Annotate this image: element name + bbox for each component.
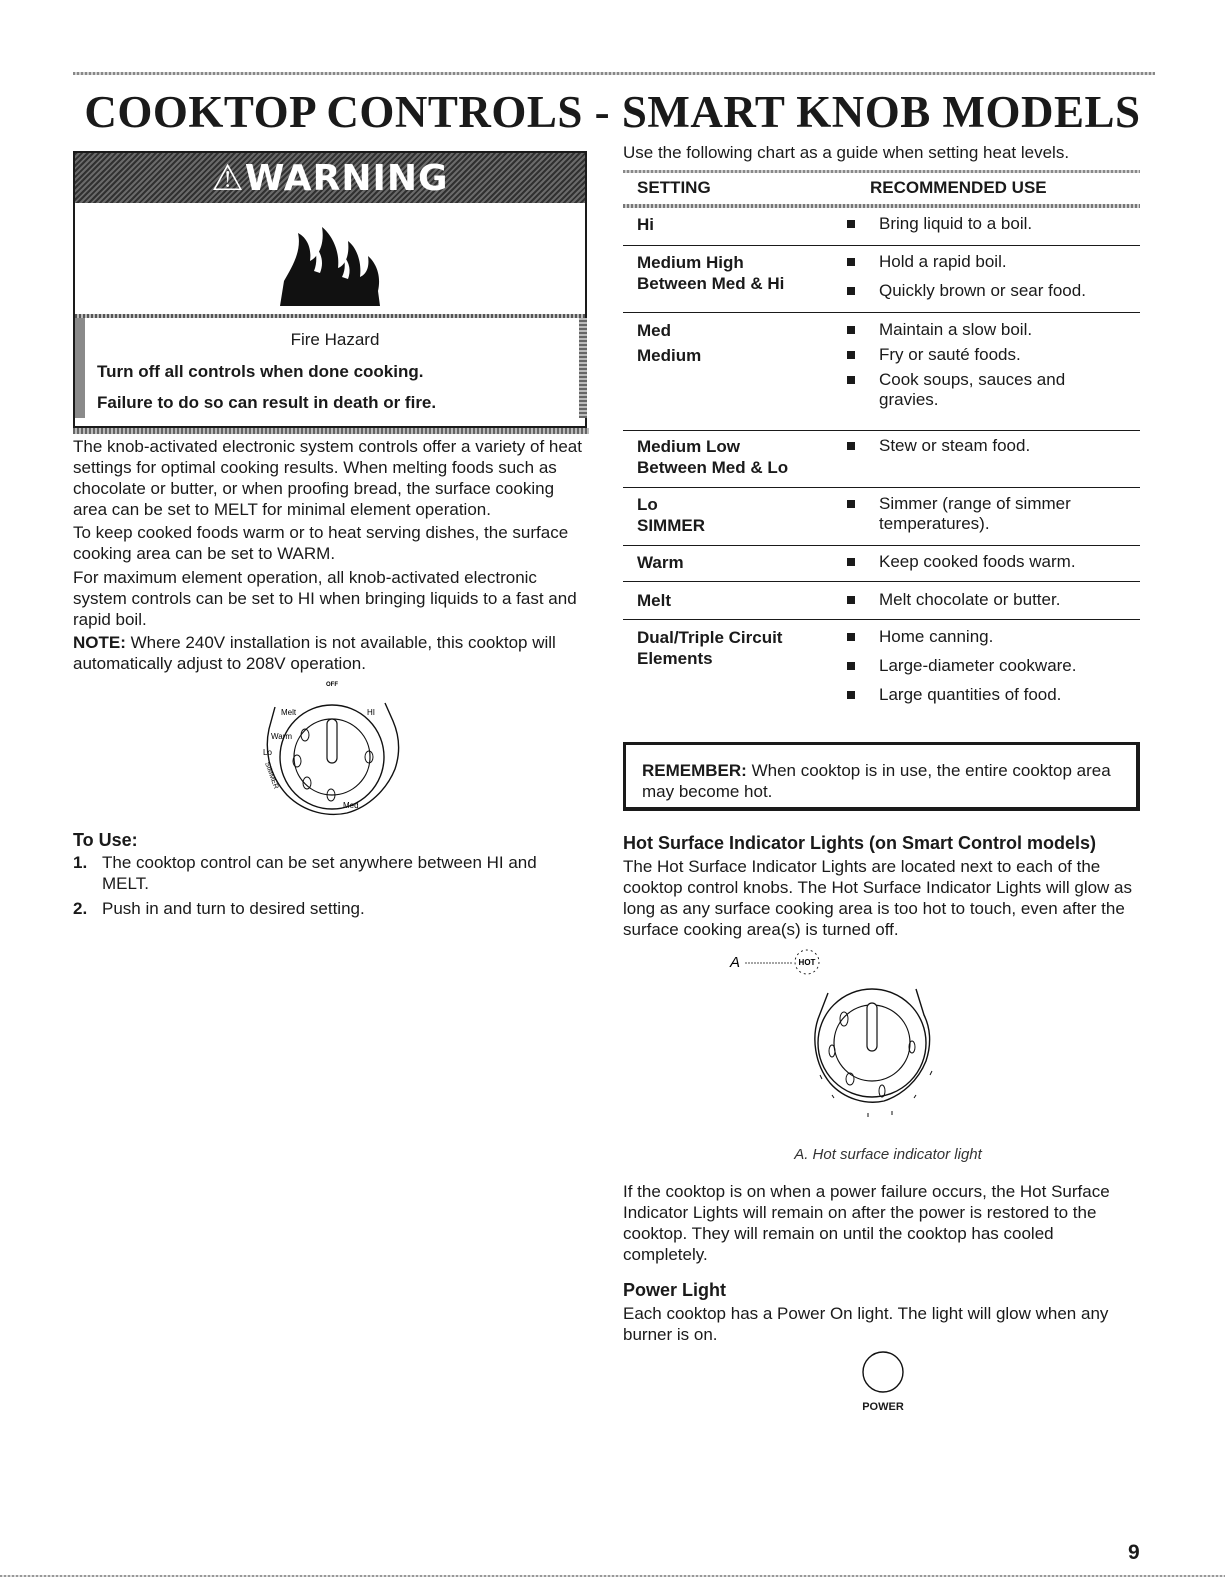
- warning-line-2: Failure to do so can result in death or fire.: [97, 393, 437, 412]
- use-item: Simmer (range of simmer temperatures).: [843, 494, 1099, 534]
- bullet-icon: [847, 326, 855, 334]
- use-item: Large-diameter cookware.: [843, 656, 1140, 676]
- chart-header-use: RECOMMENDED USE: [870, 178, 1047, 197]
- use-item: Cook soups, sauces and gravies.: [843, 370, 1089, 410]
- use-item: Keep cooked foods warm.: [843, 552, 1140, 572]
- hot-surface-text: The Hot Surface Indicator Lights are located next to each of the cooktop control knobs. The Hot Surface Indicator Lights will glow as long as any surface cooking area is too hot to touch, even after the surface cooking area(s) is turned off.: [623, 857, 1133, 939]
- warning-bottom-shade: [73, 428, 589, 434]
- hot-surface-diagram: [720, 945, 980, 1135]
- step-2-text: Push in and turn to desired setting.: [102, 899, 365, 918]
- use-item: Quickly brown or sear food.: [843, 281, 1140, 301]
- bullet-icon: [847, 662, 855, 670]
- bullet-icon: [847, 287, 855, 295]
- fire-hazard-panel: [75, 203, 585, 315]
- use-cell: [843, 214, 1140, 234]
- paragraph-warm: To keep cooked foods warm or to heat serving dishes, the surface cooking area can be set to WARM.: [73, 523, 569, 563]
- use-item: Melt chocolate or butter.: [843, 590, 1140, 610]
- table-row: [623, 627, 1140, 711]
- bullet-icon: [847, 376, 855, 384]
- warning-line-1: Turn off all controls when done cooking.: [97, 362, 424, 381]
- power-light-heading: Power Light: [623, 1280, 726, 1300]
- bullet-icon: [847, 691, 855, 699]
- use-item: Fry or sauté foods.: [843, 345, 1140, 365]
- bottom-rule: [0, 1575, 1225, 1577]
- step-1: [73, 852, 573, 896]
- setting-cell: Hi: [637, 215, 654, 234]
- setting-cell: Med Medium: [637, 321, 702, 365]
- use-item: Hold a rapid boil.: [843, 252, 1140, 272]
- warning-header: [75, 153, 585, 203]
- knob-label-melt: Melt: [281, 708, 297, 717]
- setting-cell: Melt: [637, 591, 671, 610]
- knob-label-hi: HI: [367, 708, 375, 717]
- use-cell: [843, 252, 1140, 301]
- setting-cell: Medium Low Between Med & Lo: [637, 437, 789, 477]
- setting-cell: Lo SIMMER: [637, 495, 705, 535]
- chart-top-rule: [623, 170, 1140, 173]
- table-row: [623, 590, 1140, 620]
- use-item: Maintain a slow boil.: [843, 320, 1140, 340]
- to-use-heading: To Use:: [73, 830, 138, 850]
- use-item: Large quantities of food.: [843, 685, 1140, 705]
- knob-label-off: OFF: [326, 682, 338, 688]
- remember-box: [623, 742, 1140, 811]
- hot-label: HOT: [798, 958, 816, 967]
- warning-right-shade: [579, 318, 587, 418]
- power-light-text: Each cooktop has a Power On light. The light will glow when any burner is on.: [623, 1304, 1109, 1344]
- top-rule: [73, 72, 1155, 75]
- use-cell: [843, 627, 1140, 705]
- bullet-icon: [847, 351, 855, 359]
- table-row: [623, 494, 1140, 546]
- warning-header-label: ⚠WARNING: [211, 158, 449, 199]
- table-row: [623, 436, 1140, 488]
- bullet-icon: [847, 596, 855, 604]
- remember-label: REMEMBER:: [642, 761, 747, 780]
- paragraph-hi: For maximum element operation, all knob-activated electronic system controls can be set to HI when bringing liquids to a fast and rapid boil.: [73, 568, 577, 629]
- power-label: POWER: [862, 1401, 904, 1413]
- paragraph-knob-activated: The knob-activated electronic system controls offer a variety of heat settings for optimal cooking results. When melting foods such as chocolate or butter, or when proofing bread, the surface cooking area can be set to MELT for minimal element operation.: [73, 437, 582, 519]
- bullet-icon: [847, 558, 855, 566]
- table-row: [623, 252, 1140, 313]
- power-light-icon: [858, 1348, 908, 1398]
- bullet-icon: [847, 258, 855, 266]
- use-cell: [843, 590, 1140, 610]
- knob-label-warm: Warm: [271, 732, 293, 741]
- use-cell: [843, 436, 1140, 456]
- callout-letter: A: [730, 954, 741, 971]
- fire-hazard-icon: [270, 211, 390, 311]
- use-cell: [843, 320, 1140, 410]
- setting-cell: Medium High Between Med & Hi: [637, 253, 785, 293]
- setting-cell: Warm: [637, 553, 684, 572]
- step-1-text: The cooktop control can be set anywhere between HI and MELT.: [102, 853, 537, 893]
- chart-header-rule: [623, 204, 1140, 208]
- table-row: [623, 320, 1140, 431]
- step-2-number: 2.: [73, 899, 88, 918]
- page-number: 9: [1128, 1541, 1140, 1564]
- hot-surface-caption: A. Hot surface indicator light: [794, 1146, 982, 1163]
- chart-header-setting: SETTING: [637, 178, 711, 197]
- note-label: NOTE:: [73, 633, 126, 652]
- bullet-icon: [847, 633, 855, 641]
- hot-surface-heading: Hot Surface Indicator Lights (on Smart Control models): [623, 833, 1097, 853]
- chart-intro: Use the following chart as a guide when setting heat levels.: [623, 143, 1070, 162]
- use-item: Stew or steam food.: [843, 436, 1140, 456]
- use-cell: [843, 552, 1140, 572]
- knob-pointer: [327, 719, 337, 763]
- use-item: Bring liquid to a boil.: [843, 214, 1140, 234]
- bullet-icon: [847, 442, 855, 450]
- table-row: [623, 552, 1140, 582]
- step-1-number: 1.: [73, 853, 88, 872]
- setting-cell: Dual/Triple Circuit Elements: [637, 628, 783, 668]
- remember-text: REMEMBER: When cooktop is in use, the entire cooktop area may become hot.: [642, 761, 1111, 801]
- table-row: [623, 214, 1140, 246]
- warning-box: [73, 151, 587, 428]
- step-2: [73, 898, 573, 920]
- warning-text-block: [75, 318, 585, 418]
- power-failure-text: If the cooktop is on when a power failure occurs, the Hot Surface Indicator Lights will remain on after the power is restored to the cooktop. They will remain on until the cooktop has cooled completely.: [623, 1182, 1110, 1264]
- bullet-icon: [847, 220, 855, 228]
- use-item: Home canning.: [843, 627, 1140, 647]
- note-paragraph: [73, 632, 583, 674]
- warning-hazard-title: Fire Hazard: [290, 330, 380, 349]
- knob-pointer: [867, 1003, 877, 1051]
- knob-label-lo: Lo: [263, 748, 272, 757]
- note-text: Where 240V installation is not available, this cooktop will automatically adjust to 208V operation.: [73, 633, 556, 673]
- page-title: COOKTOP CONTROLS - SMART KNOB MODELS: [84, 87, 1141, 137]
- bullet-icon: [847, 500, 855, 508]
- knob-diagram: [247, 677, 417, 827]
- use-cell: [843, 494, 1140, 534]
- knob-label-simmer: SIMMER: [263, 761, 280, 790]
- knob-label-med: Med: [343, 801, 359, 810]
